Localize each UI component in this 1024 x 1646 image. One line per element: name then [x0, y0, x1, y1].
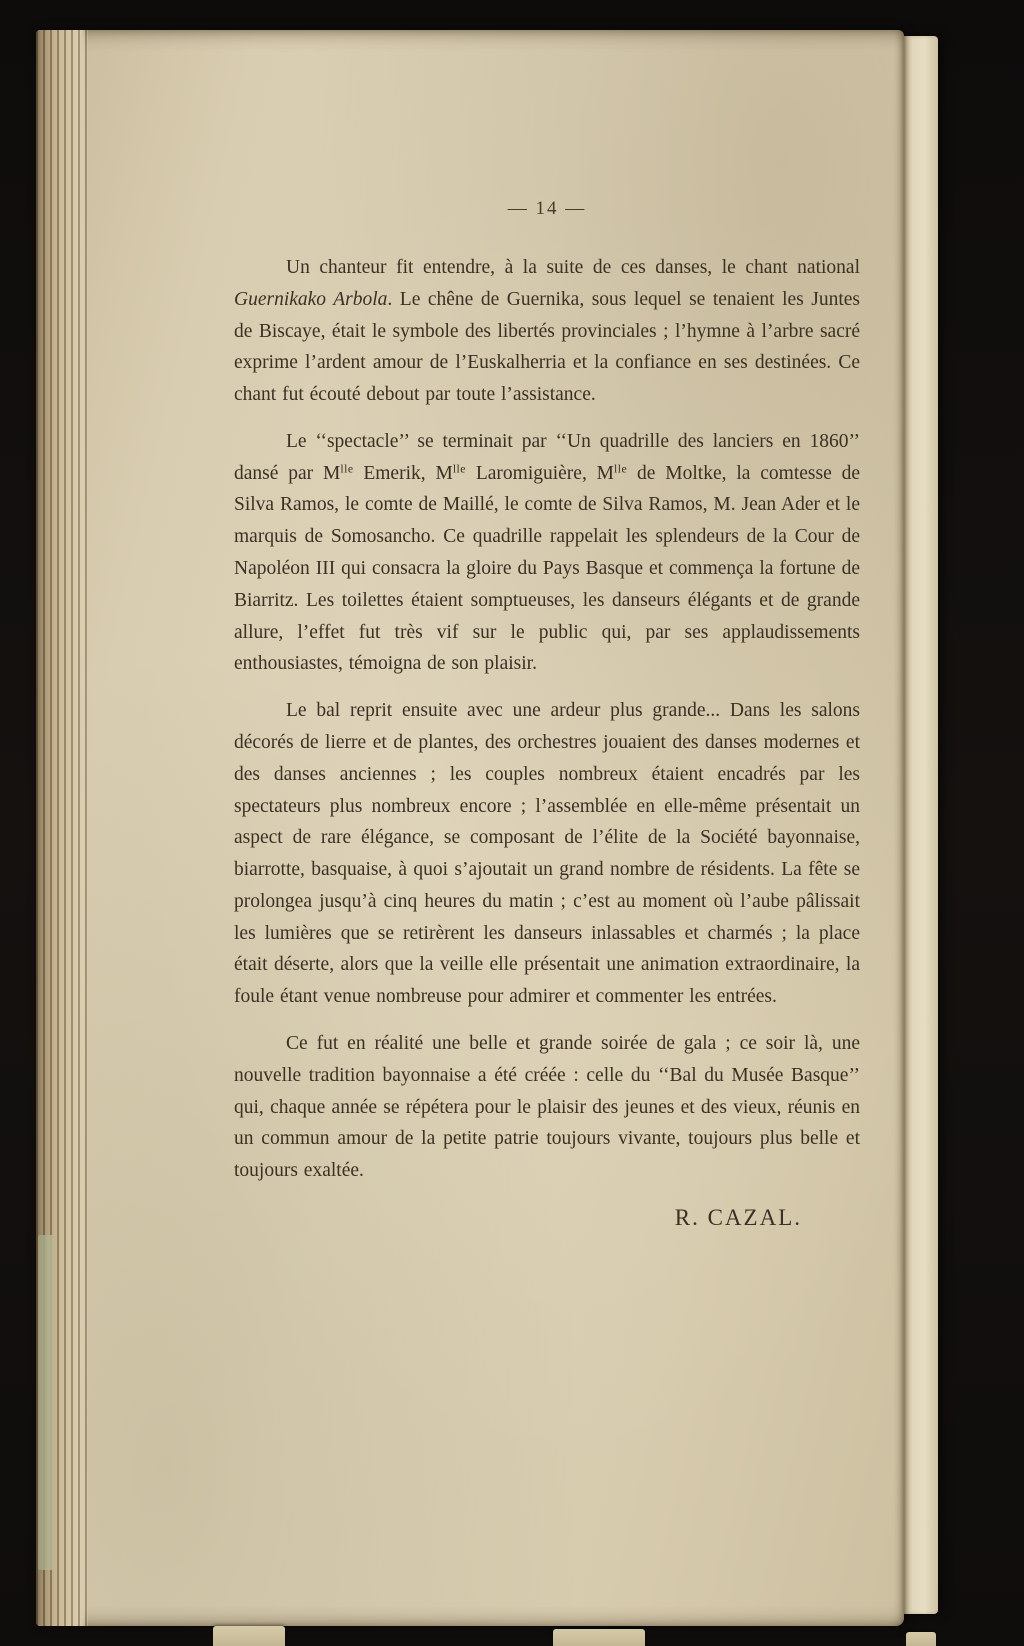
- flyleaf-page-edge: [38, 1235, 53, 1570]
- body-text: [234, 252, 860, 1187]
- paragraph-2: Le ‘‘spectacle’’ se terminait par ‘‘Un quadrille des lanciers en 1860’’ dansé par $M^{lle}$ Emerik, $M^{lle}$ Laromiguière, $M^{lle}$ de Moltke, la comtesse de Silva Ramos, le comte de Maillé, le comte de Silva Ramos, M. Jean Ader et le marquis de Somosancho. Ce quadrille rappelait les splendeurs de la Cour de Napoléon III qui consacra la gloire du Pays Basque et commença la fortune de Biarritz. Les toilettes étaient somptueuses, les danseurs élégants et de grande allure, l’effet fut très vif sur le public qui, par ses applaudissements enthousiastes, témoigna de son plaisir.: [234, 430, 860, 675]
- page-number: — 14 —: [507, 198, 587, 219]
- page-text-area: [234, 198, 860, 1231]
- underlying-page-edge: [904, 36, 938, 1614]
- bottom-page-edge-tab: [213, 1626, 285, 1646]
- book-page: [36, 30, 904, 1626]
- paragraph-1: Un chanteur fit entendre, à la suite de ces danses, le chant national Guernikako Arbola. Le chêne de Guernika, sous lequel se tenaient les Juntes de Biscaye, était le symbole des libertés provinciales ; l’hymne à l’arbre sacré exprime l’ardent amour de l’Euskalherria et la confiance en ses destinées. Ce chant fut écouté debout par toute l’assistance.: [234, 257, 860, 406]
- paragraph-3: Le bal reprit ensuite avec une ardeur plus grande... Dans les salons décorés de lierre et de plantes, des orchestres jouaient des danses modernes et des danses anciennes ; les couples nombreux étaient encadrés par les spectateurs plus nombreux encore ; l’assemblée en elle-même présentait un aspect de rare élégance, se composant de l’élite de la Société bayonnaise, biarrotte, basquaise, à quoi s’ajoutait un grand nombre de résidents. La fête se prolongea jusqu’à cinq heures du matin ; c’est au moment où l’aube pâlissait les lumières que se retirèrent les danseurs inlassables et charmés ; la place était déserte, alors que la veille elle présentait une animation extraordinaire, la foule étant venue nombreuse pour admirer et commenter les entrées.: [234, 700, 860, 1008]
- paragraph-4: Ce fut en réalité une belle et grande soirée de gala ; ce soir là, une nouvelle tradition bayonnaise a été créée : celle du ‘‘Bal du Musée Basque’’ qui, chaque année se répétera pour le plaisir des jeunes et des vieux, réunis en un commun amour de la petite patrie toujours vivante, toujours plus belle et toujours exaltée.: [234, 1032, 860, 1182]
- bottom-page-edge-tab: [906, 1632, 936, 1646]
- bottom-page-edge-tab: [553, 1629, 645, 1646]
- author-signature: R. CAZAL.: [674, 1204, 802, 1230]
